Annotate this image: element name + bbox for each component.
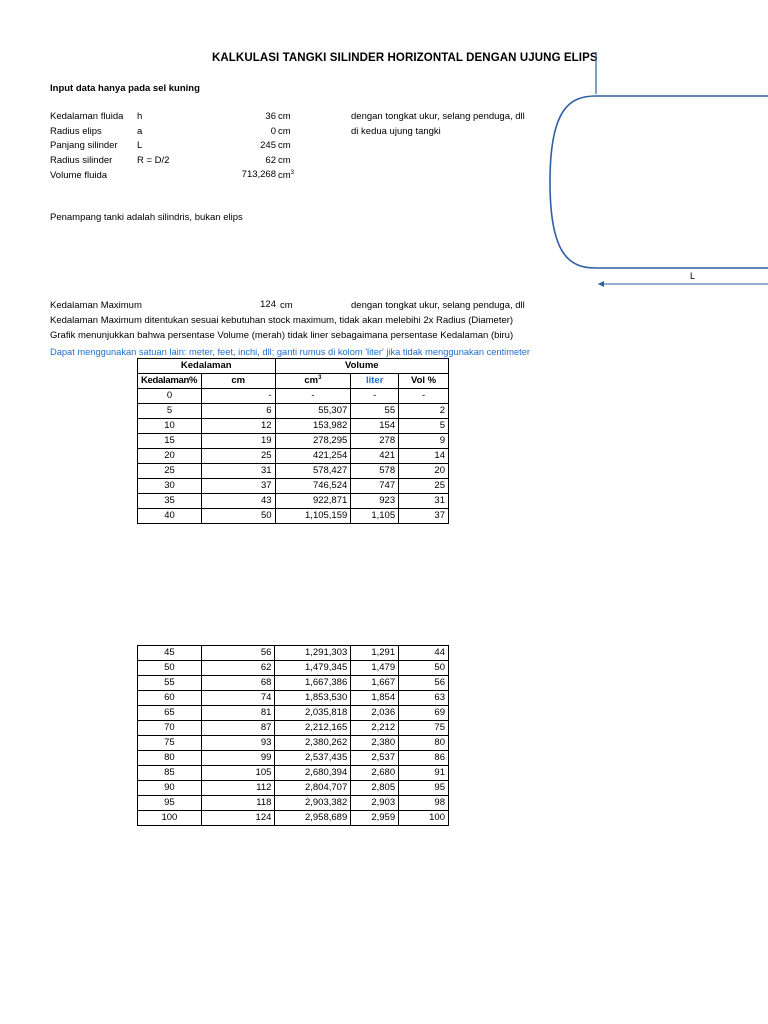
cell-volume-cm3: 2,680,394 — [275, 766, 351, 781]
cell-volume-liter: 1,105 — [351, 509, 399, 524]
cell-volume-pct: 2 — [399, 404, 449, 419]
table-row — [138, 404, 449, 419]
input-unit-fluid-volume: $cm^3$ — [278, 169, 295, 181]
tank-outline — [550, 96, 768, 268]
cell-volume-liter: 1,667 — [351, 676, 399, 691]
input-unit-cylinder-length: cm — [278, 140, 291, 151]
table-row — [138, 479, 449, 494]
cell-volume-cm3: 2,804,707 — [275, 781, 351, 796]
cell-depth-pct: 90 — [138, 781, 202, 796]
input-label-fluid-volume: Volume fluida — [50, 170, 108, 181]
cell-volume-pct: 31 — [399, 494, 449, 509]
cell-volume-cm3: 2,035,818 — [275, 706, 351, 721]
cell-depth-cm: 31 — [201, 464, 275, 479]
table-row — [138, 449, 449, 464]
cell-volume-liter: 278 — [351, 434, 399, 449]
table-row — [138, 706, 449, 721]
cell-volume-liter: 2,903 — [351, 796, 399, 811]
table-row — [138, 419, 449, 434]
cell-volume-pct: 98 — [399, 796, 449, 811]
max-depth-note: dengan tongkat ukur, selang penduga, dll — [351, 300, 525, 311]
table-row — [138, 434, 449, 449]
cell-volume-cm3: 922,871 — [275, 494, 351, 509]
cell-depth-cm: 124 — [201, 811, 275, 826]
page-title: KALKULASI TANGKI SILINDER HORIZONTAL DENGAN UJUNG ELIPS — [212, 52, 598, 64]
table-row — [138, 736, 449, 751]
cell-volume-liter: 2,212 — [351, 721, 399, 736]
cell-volume-pct: 86 — [399, 751, 449, 766]
input-value-cylinder-length[interactable]: 245 — [260, 140, 276, 151]
cell-volume-liter: 1,291 — [351, 646, 399, 661]
table-row — [138, 676, 449, 691]
table-row — [138, 721, 449, 736]
cell-depth-pct: 95 — [138, 796, 202, 811]
cell-volume-liter: 923 — [351, 494, 399, 509]
arrow-left-icon — [598, 281, 604, 287]
cell-depth-cm: 68 — [201, 676, 275, 691]
table-row — [138, 811, 449, 826]
table-row — [138, 661, 449, 676]
input-label-cylinder-radius: Radius silinder — [50, 155, 113, 166]
cell-volume-cm3: 1,291,303 — [275, 646, 351, 661]
header-depth-group: Kedalaman — [138, 359, 276, 374]
table-row — [138, 751, 449, 766]
cell-volume-pct: 9 — [399, 434, 449, 449]
table-row — [138, 389, 449, 404]
input-value-depth[interactable]: 36 — [265, 111, 276, 122]
input-label-depth: Kedalaman fluida — [50, 111, 124, 122]
cell-volume-cm3: 1,479,345 — [275, 661, 351, 676]
cell-depth-pct: 50 — [138, 661, 202, 676]
cell-volume-liter: 154 — [351, 419, 399, 434]
cell-volume-pct: 56 — [399, 676, 449, 691]
input-note-depth: dengan tongkat ukur, selang penduga, dll — [351, 111, 525, 122]
cell-depth-cm: 118 — [201, 796, 275, 811]
input-symbol-cylinder-radius: R = D/2 — [137, 155, 170, 166]
input-label-cylinder-length: Panjang silinder — [50, 140, 118, 151]
cell-depth-cm: 12 — [201, 419, 275, 434]
cell-depth-pct: 10 — [138, 419, 202, 434]
cell-volume-pct: 100 — [399, 811, 449, 826]
cell-volume-cm3: 2,958,689 — [275, 811, 351, 826]
cell-depth-cm: 87 — [201, 721, 275, 736]
cell-depth-pct: 55 — [138, 676, 202, 691]
cell-depth-cm: 19 — [201, 434, 275, 449]
max-depth-value[interactable]: 124 — [260, 299, 276, 310]
cell-volume-pct: 63 — [399, 691, 449, 706]
input-symbol-depth: h — [137, 111, 143, 122]
input-value-fluid-volume: 713,268 — [241, 169, 276, 180]
cell-depth-pct: 70 — [138, 721, 202, 736]
cell-volume-cm3: 153,982 — [275, 419, 351, 434]
cell-depth-cm: 74 — [201, 691, 275, 706]
cell-volume-liter: 578 — [351, 464, 399, 479]
cell-depth-cm: 62 — [201, 661, 275, 676]
cell-volume-liter: 2,036 — [351, 706, 399, 721]
tank-diagram — [540, 48, 768, 293]
cell-volume-liter: 2,680 — [351, 766, 399, 781]
note-max-depth: Kedalaman Maximum ditentukan sesuai kebutuhan stock maximum, tidak akan melebihi 2x Radius (Diameter) — [50, 315, 514, 326]
input-value-ellipse-radius[interactable]: 0 — [270, 126, 276, 137]
cell-volume-pct: 25 — [399, 479, 449, 494]
column-header-row — [138, 374, 449, 389]
cell-volume-pct: 14 — [399, 449, 449, 464]
cell-volume-cm3: 55,307 — [275, 404, 351, 419]
cell-volume-cm3: - — [275, 389, 351, 404]
input-note-ellipse-radius: di kedua ujung tangki — [351, 126, 441, 137]
cell-volume-liter: 2,537 — [351, 751, 399, 766]
volume-table-top — [137, 358, 449, 524]
table-row — [138, 464, 449, 479]
header-cm3: $cm^3$ — [275, 374, 351, 389]
cell-volume-pct: 5 — [399, 419, 449, 434]
input-symbol-ellipse-radius: a — [137, 126, 143, 137]
cell-depth-cm: 37 — [201, 479, 275, 494]
group-header-row — [138, 359, 449, 374]
cell-volume-pct: 69 — [399, 706, 449, 721]
cell-depth-cm: - — [201, 389, 275, 404]
cell-depth-cm: 6 — [201, 404, 275, 419]
cell-volume-cm3: 2,380,262 — [275, 736, 351, 751]
note-graph: Grafik menunjukkan bahwa persentase Volume (merah) tidak liner sebagaimana persentase Kedalaman (biru) — [50, 330, 514, 341]
header-cm: cm — [201, 374, 275, 389]
cell-volume-cm3: 746,524 — [275, 479, 351, 494]
cell-depth-cm: 25 — [201, 449, 275, 464]
cell-volume-liter: 1,479 — [351, 661, 399, 676]
cell-depth-pct: 60 — [138, 691, 202, 706]
length-label: L — [690, 271, 696, 281]
cell-depth-cm: 105 — [201, 766, 275, 781]
cell-volume-pct: 80 — [399, 736, 449, 751]
cell-volume-cm3: 1,853,530 — [275, 691, 351, 706]
cell-depth-pct: 100 — [138, 811, 202, 826]
cell-volume-liter: - — [351, 389, 399, 404]
cell-volume-pct: 37 — [399, 509, 449, 524]
table-row — [138, 766, 449, 781]
cell-depth-cm: 112 — [201, 781, 275, 796]
cell-depth-pct: 0 — [138, 389, 202, 404]
cell-volume-cm3: 278,295 — [275, 434, 351, 449]
cell-volume-pct: 95 — [399, 781, 449, 796]
header-liter: liter — [351, 374, 399, 389]
table-row — [138, 781, 449, 796]
max-depth-label: Kedalaman Maximum — [50, 300, 142, 311]
cell-volume-liter: 421 — [351, 449, 399, 464]
cell-volume-cm3: 2,212,165 — [275, 721, 351, 736]
cell-depth-cm: 43 — [201, 494, 275, 509]
cell-volume-pct: 91 — [399, 766, 449, 781]
table-row — [138, 646, 449, 661]
header-volume-group: Volume — [275, 359, 448, 374]
table-body-top — [138, 389, 449, 524]
input-value-cylinder-radius[interactable]: 62 — [265, 155, 276, 166]
table-row — [138, 494, 449, 509]
cell-volume-liter: 2,959 — [351, 811, 399, 826]
units-note: Dapat menggunakan satuan lain: meter, feet, inchi, dll; ganti rumus di kolom 'liter' jika tidak menggunakan centimeter — [50, 347, 531, 357]
cell-volume-cm3: 2,537,435 — [275, 751, 351, 766]
cross-section-note: Penampang tanki adalah silindris, bukan elips — [50, 212, 243, 223]
table-row — [138, 796, 449, 811]
volume-table-bottom — [137, 645, 449, 826]
cell-depth-cm: 56 — [201, 646, 275, 661]
cell-volume-cm3: 421,254 — [275, 449, 351, 464]
cell-volume-pct: - — [399, 389, 449, 404]
cell-volume-liter: 55 — [351, 404, 399, 419]
cell-volume-liter: 747 — [351, 479, 399, 494]
cell-volume-pct: 20 — [399, 464, 449, 479]
input-note: Input data hanya pada sel kuning — [50, 83, 200, 94]
cell-depth-pct: 65 — [138, 706, 202, 721]
cell-volume-cm3: 2,903,382 — [275, 796, 351, 811]
table-row — [138, 509, 449, 524]
cell-volume-pct: 75 — [399, 721, 449, 736]
cell-depth-pct: 20 — [138, 449, 202, 464]
input-label-ellipse-radius: Radius elips — [50, 126, 102, 137]
cell-depth-pct: 25 — [138, 464, 202, 479]
input-unit-ellipse-radius: cm — [278, 126, 291, 137]
cell-volume-liter: 2,380 — [351, 736, 399, 751]
header-vol-pct: Vol % — [399, 374, 449, 389]
cell-depth-cm: 99 — [201, 751, 275, 766]
cell-volume-pct: 44 — [399, 646, 449, 661]
cell-depth-pct: 40 — [138, 509, 202, 524]
cell-depth-pct: 75 — [138, 736, 202, 751]
header-depth-pct: Kedalaman% — [138, 374, 202, 389]
cell-depth-pct: 15 — [138, 434, 202, 449]
cell-depth-cm: 81 — [201, 706, 275, 721]
max-depth-unit: cm — [280, 300, 293, 311]
cell-depth-pct: 80 — [138, 751, 202, 766]
cell-volume-liter: 1,854 — [351, 691, 399, 706]
cell-depth-cm: 50 — [201, 509, 275, 524]
cell-depth-pct: 5 — [138, 404, 202, 419]
cell-depth-pct: 30 — [138, 479, 202, 494]
cell-depth-pct: 35 — [138, 494, 202, 509]
cell-volume-cm3: 578,427 — [275, 464, 351, 479]
cell-volume-pct: 50 — [399, 661, 449, 676]
table-body-bottom — [138, 646, 449, 826]
cell-volume-cm3: 1,105,159 — [275, 509, 351, 524]
cell-depth-pct: 85 — [138, 766, 202, 781]
input-unit-depth: cm — [278, 111, 291, 122]
input-unit-cylinder-radius: cm — [278, 155, 291, 166]
table-row — [138, 691, 449, 706]
cell-volume-cm3: 1,667,386 — [275, 676, 351, 691]
cell-volume-liter: 2,805 — [351, 781, 399, 796]
input-symbol-cylinder-length: L — [137, 140, 143, 151]
cell-depth-pct: 45 — [138, 646, 202, 661]
cell-depth-cm: 93 — [201, 736, 275, 751]
